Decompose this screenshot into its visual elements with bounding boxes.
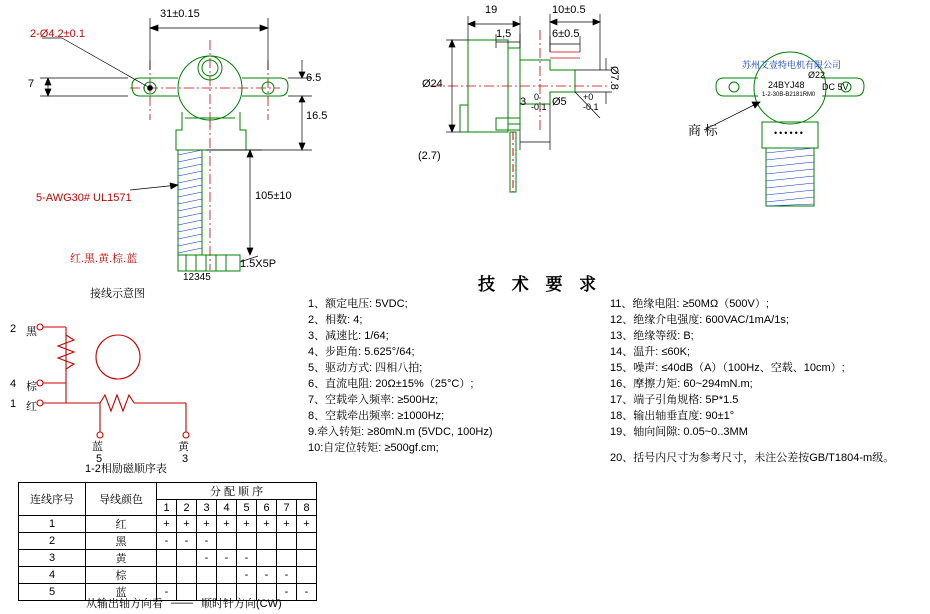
table-step-header: 6 — [257, 500, 277, 516]
row-color: 黄 — [86, 550, 157, 567]
dim-phi7-8: Ø7.8 — [608, 66, 620, 90]
row-color: 棕 — [86, 567, 157, 584]
row-no: 5 — [19, 584, 86, 601]
coil-pin-2: 2 — [10, 323, 17, 335]
tech-item: 4、步距角: 5.625°/64; — [308, 346, 415, 358]
table-step-header: 1 — [157, 500, 177, 516]
tech-item: 8、空载牵出频率: ≥1000Hz; — [308, 410, 445, 422]
tech-item: 12、绝缘介电强度: 600VAC/1mA/1s; — [610, 314, 789, 326]
tech-left-list — [308, 296, 608, 456]
tech-item: 18、输出轴垂直度: 90±1° — [610, 410, 735, 422]
tech-item: 10:自定位转矩: ≥500gf.cm; — [308, 442, 439, 454]
table-header-no: 连线序号 — [19, 483, 86, 516]
table-row — [19, 550, 317, 567]
footer-dash: —— — [171, 597, 193, 609]
top-right-view — [690, 40, 920, 220]
tech-item: 6、直流电阻: 20Ω±15%（25°C）; — [308, 378, 474, 390]
tech-item: 20、括号内尺寸为参考尺寸，未注公差按GB/T1804-m级。 — [610, 452, 895, 464]
table-step-header: 3 — [197, 500, 217, 516]
row-no: 2 — [19, 533, 86, 550]
row-cell: + — [217, 516, 237, 533]
table-row — [19, 533, 317, 550]
table-step-header: 4 — [217, 500, 237, 516]
row-cell — [217, 567, 237, 584]
dim-105: 105±10 — [255, 190, 292, 202]
row-no: 1 — [19, 516, 86, 533]
coil-color-brown: 棕 — [26, 381, 37, 393]
row-cell: + — [157, 516, 177, 533]
row-cell: + — [277, 516, 297, 533]
table-footer — [86, 595, 282, 611]
footer-left-text: 从输出轴方向看 — [86, 598, 163, 610]
row-cell — [237, 533, 257, 550]
row-cell — [177, 550, 197, 567]
coil-color-blue: 蓝 — [92, 441, 103, 453]
dim-phi24: Ø24 — [422, 78, 443, 90]
motor-spec1: Ø22 — [808, 70, 826, 80]
row-cell — [177, 567, 197, 584]
row-cell — [217, 533, 237, 550]
top-left-view — [0, 0, 328, 300]
row-cell: - — [157, 533, 177, 550]
tech-item: 2、相数: 4; — [308, 314, 363, 326]
row-cell: - — [217, 550, 237, 567]
row-cell: - — [237, 550, 257, 567]
row-cell: + — [177, 516, 197, 533]
row-cell — [297, 550, 317, 567]
dim-3-tol-up: 0 — [534, 92, 540, 102]
tech-item: 7、空载牵入频率: ≥500Hz; — [308, 394, 439, 406]
coil-num-3: 3 — [182, 453, 189, 465]
dim-6: 6±0.5 — [552, 28, 580, 40]
tech-item: 11、绝缘电阻: ≥50MΩ（500V）; — [610, 298, 769, 310]
row-cell — [197, 567, 217, 584]
dim-7: 7 — [28, 78, 35, 90]
row-cell: - — [237, 567, 257, 584]
table-step-header: 5 — [237, 500, 257, 516]
dim-31: 31±0.15 — [160, 8, 200, 20]
footer-right-text: 顺时针方向(CW) — [201, 598, 282, 610]
row-cell — [297, 533, 317, 550]
dim-3: 3 — [520, 96, 527, 108]
wire-colors-label: 红.黑.黄.棕.蓝 — [70, 253, 138, 265]
row-cell — [277, 550, 297, 567]
tech-item: 3、减速比: 1/64; — [308, 330, 389, 342]
dim-phi5-tol-up: +0 — [583, 92, 594, 102]
row-cell: - — [197, 550, 217, 567]
row-cell: - — [177, 533, 197, 550]
table-row — [19, 567, 317, 584]
top-middle-view — [400, 0, 640, 230]
brand-label: 商 标 — [688, 123, 718, 138]
table-step-header: 2 — [177, 500, 197, 516]
motor-brand-text: 苏州艾壹特电机有限公司 — [742, 60, 842, 70]
coil-num-5: 5 — [96, 453, 103, 465]
table-header-color: 导线颜色 — [86, 483, 157, 516]
tech-item: 14、温升: ≤60K; — [610, 346, 691, 358]
row-no: 3 — [19, 550, 86, 567]
dim-6-5: 6.5 — [306, 72, 322, 84]
coil-diagram — [0, 305, 250, 465]
tech-right-list — [610, 296, 930, 466]
wiring-diagram-caption: 接线示意图 — [90, 288, 145, 300]
dim-2-phi4-2: 2-Ø4.2±0.1 — [30, 28, 85, 40]
row-color: 蓝 — [86, 584, 157, 601]
tech-item: 17、端子引角规格: 5P*1.5 — [610, 394, 739, 406]
motor-spec2: DC 5V — [822, 82, 849, 92]
table-row — [19, 516, 317, 533]
wiring-sequence-table — [18, 482, 317, 601]
coil-diagram-caption: 1-2相励磁顺序表 — [85, 463, 167, 475]
motor-code: 1-2-30B-B2181RM0 — [762, 92, 816, 98]
row-cell: - — [257, 567, 277, 584]
pin-numbers: 12345 — [183, 272, 211, 283]
table-header-group: 分 配 顺 序 — [157, 483, 317, 500]
row-cell: - — [277, 567, 297, 584]
tech-item: 9.牵入转矩: ≥80mN.m (5VDC, 100Hz) — [308, 426, 493, 438]
row-cell: - — [277, 584, 297, 601]
dim-phi5: Ø5 — [552, 96, 567, 108]
row-cell — [277, 533, 297, 550]
dim-19: 19 — [485, 4, 498, 16]
row-cell: + — [197, 516, 217, 533]
tech-item: 5、驱动方式: 四相八拍; — [308, 362, 423, 374]
dim-1-5: 1,5 — [496, 28, 512, 40]
row-cell: - — [157, 584, 177, 601]
coil-pin-1: 1 — [10, 398, 17, 410]
tech-requirements-title: 技 术 要 求 — [478, 275, 603, 294]
row-cell: + — [257, 516, 277, 533]
coil-color-red: 红 — [26, 401, 37, 413]
row-no: 4 — [19, 567, 86, 584]
table-step-header: 8 — [297, 500, 317, 516]
tech-item: 16、摩擦力矩: 60~294mN.m; — [610, 378, 753, 390]
row-cell — [257, 533, 277, 550]
row-color: 黑 — [86, 533, 157, 550]
row-cell: + — [297, 516, 317, 533]
motor-dots: •••••• — [774, 128, 805, 138]
dim-3-tol-dn: -0.1 — [531, 102, 547, 112]
dim-16-5: 16.5 — [306, 110, 328, 122]
motor-model: 24BYJ48 — [768, 80, 805, 90]
dim-phi5-tol-dn: -0.1 — [583, 102, 599, 112]
coil-color-black: 黑 — [26, 326, 37, 338]
row-cell — [257, 550, 277, 567]
coil-color-yellow: 黄 — [178, 441, 189, 453]
row-color: 红 — [86, 516, 157, 533]
row-cell: - — [197, 533, 217, 550]
row-cell — [157, 567, 177, 584]
tech-item: 13、绝缘等级: B; — [610, 330, 694, 342]
row-cell: - — [297, 584, 317, 601]
row-cell: + — [237, 516, 257, 533]
tech-item: 15、噪声: ≤40dB（A）（100Hz、空载、10cm）; — [610, 362, 845, 374]
dim-2-7: (2.7) — [418, 150, 441, 162]
row-cell — [157, 550, 177, 567]
dim-10: 10±0.5 — [552, 4, 586, 16]
tech-item: 1、额定电压: 5VDC; — [308, 298, 408, 310]
coil-pin-4: 4 — [10, 378, 17, 390]
row-cell — [297, 567, 317, 584]
wire-spec-label: 5-AWG30# UL1571 — [36, 192, 132, 204]
tech-item: 19、轴向间隙: 0.05~0..3MM — [610, 426, 748, 438]
table-step-header: 7 — [277, 500, 297, 516]
connector-label: 1.5X5P — [240, 258, 277, 270]
